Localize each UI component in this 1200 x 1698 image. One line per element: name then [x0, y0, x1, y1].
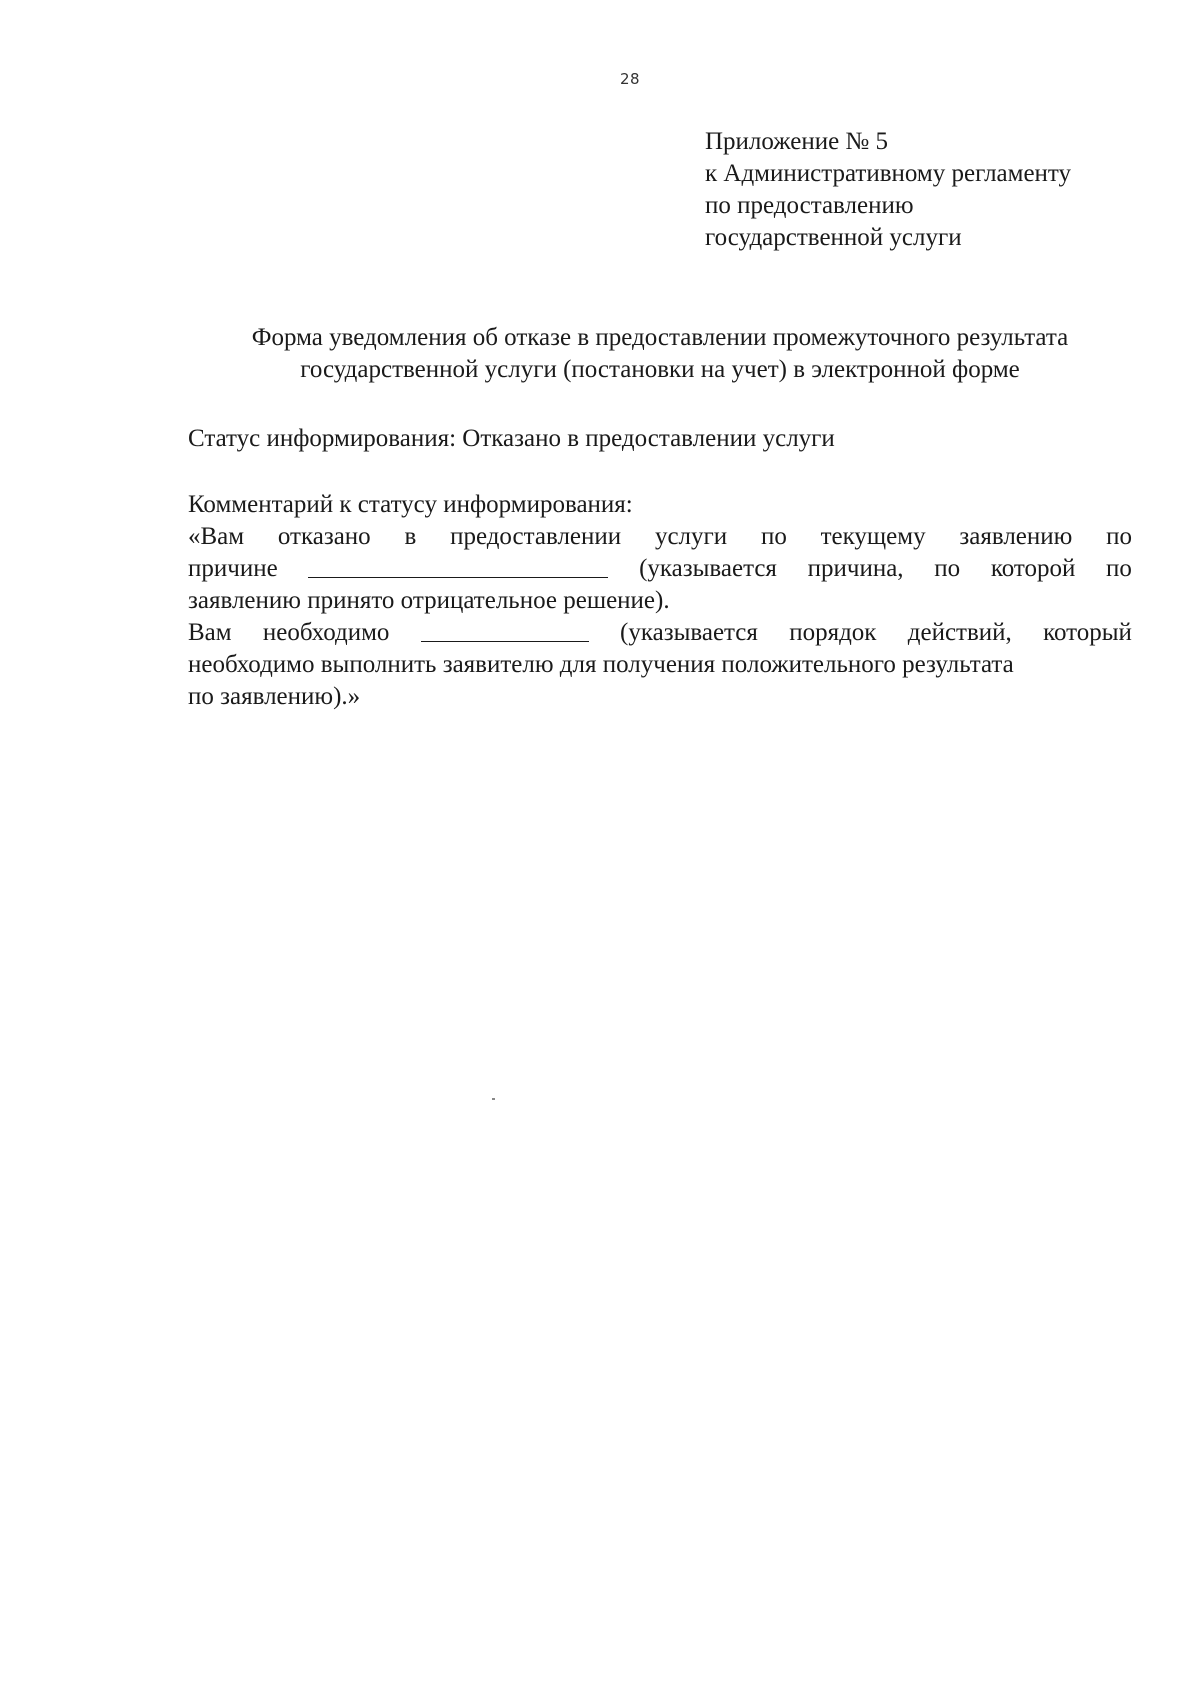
- form-title: [180, 322, 1140, 386]
- comment-line: по заявлению).»: [188, 683, 361, 710]
- comment-line: [188, 617, 1132, 649]
- form-title-line: Форма уведомления об отказе в предоставлении промежуточного результата: [251, 324, 1069, 351]
- word: предоставлении: [450, 523, 622, 550]
- reason-blank-field: [308, 553, 608, 578]
- scan-speck: [492, 1098, 495, 1100]
- appendix-line: государственной услуги: [705, 224, 962, 251]
- action-blank-field: [421, 617, 589, 642]
- word: «Вам: [188, 523, 245, 550]
- comment-line: заявлению принято отрицательное решение).: [188, 587, 670, 614]
- word: Вам: [188, 619, 232, 646]
- appendix-line: Приложение № 5: [705, 128, 889, 155]
- word: действий,: [907, 619, 1012, 646]
- status-line: Статус информирования: Отказано в предоставлении услуги: [188, 425, 835, 452]
- word: необходимо: [262, 619, 390, 646]
- appendix-line: к Административному регламенту: [705, 160, 1072, 187]
- word: отказано: [277, 523, 371, 550]
- form-title-line: государственной услуги (постановки на учет) в электронной форме: [300, 356, 1020, 383]
- word: (указывается: [639, 555, 777, 582]
- word: по: [1106, 523, 1132, 550]
- word: порядок: [789, 619, 877, 646]
- word: причина,: [807, 555, 904, 582]
- word: заявлению: [959, 523, 1073, 550]
- word: причине: [188, 555, 278, 582]
- word: по: [934, 555, 961, 582]
- comment-body: [188, 521, 1132, 713]
- appendix-reference: [705, 126, 1071, 254]
- comment-line: необходимо выполнить заявителю для получения положительного результата: [188, 651, 1014, 678]
- word: текущему: [820, 523, 926, 550]
- word: по: [760, 523, 787, 550]
- comment-line: [188, 553, 1132, 585]
- appendix-line: по предоставлению: [705, 192, 914, 219]
- word: который: [1043, 619, 1132, 646]
- comment-line: [188, 521, 1132, 553]
- page-number: 28: [619, 70, 641, 88]
- comment-label: Комментарий к статусу информирования:: [188, 491, 633, 518]
- word: (указывается: [620, 619, 758, 646]
- word: услуги: [654, 523, 728, 550]
- word: по: [1106, 555, 1132, 582]
- word: которой: [990, 555, 1076, 582]
- word: в: [404, 523, 417, 550]
